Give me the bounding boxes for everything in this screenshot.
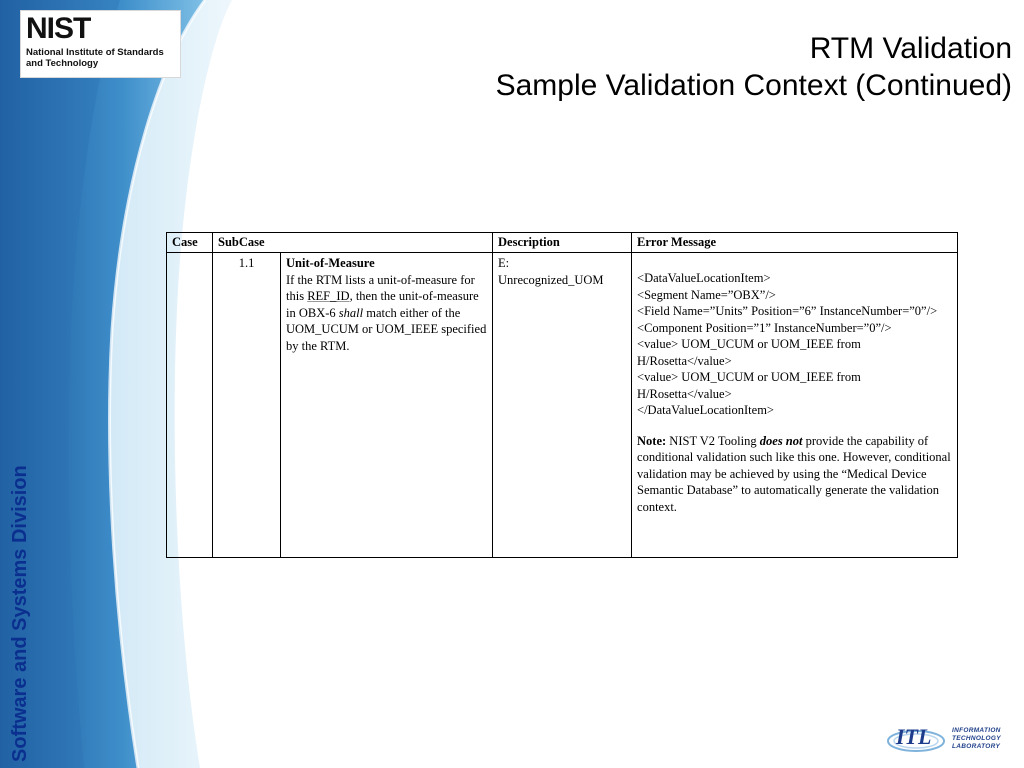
error-code-prefix: E: xyxy=(498,256,510,270)
division-label: Software and Systems Division xyxy=(9,465,31,762)
itl-logo xyxy=(886,722,1016,758)
subcase-description: If the RTM lists a unit-of-measure for this REF_ID, then the unit-of-measure in OBX-6 shall match either of the UOM_UCUM or UOM_IEEE specified by the RTM. xyxy=(286,272,487,353)
nist-logo xyxy=(20,10,181,78)
error-line: <Component Position=”1” InstanceNumber=”0”/> xyxy=(637,320,892,335)
shall-term: shall xyxy=(338,305,364,320)
itl-logo-letters: ITL xyxy=(896,724,932,749)
subcase-number: 1.1 xyxy=(213,253,281,558)
slide-title-line2: Sample Validation Context (Continued) xyxy=(495,69,1012,102)
error-line: </DataValueLocationItem> xyxy=(637,403,774,417)
slide-title-line1: RTM Validation xyxy=(809,32,1012,65)
description-cell xyxy=(493,253,632,558)
error-line: <value> UOM_UCUM or UOM_IEEE from H/Rosetta</value> xyxy=(637,337,861,368)
note-emphasis: does not xyxy=(759,433,803,448)
table-row xyxy=(167,253,958,558)
slide-title xyxy=(372,30,1012,104)
error-line: <Field Name=”Units” Position=”6” InstanceNumber=”0”/> xyxy=(637,304,938,318)
subcase-description-cell xyxy=(281,253,493,558)
error-line: <DataValueLocationItem> xyxy=(637,271,771,285)
nist-logo-mark: NIST xyxy=(26,12,91,45)
subcase-title: Unit-of-Measure xyxy=(286,256,375,270)
header-error-message: Error Message xyxy=(632,233,958,253)
validation-table xyxy=(166,232,958,558)
header-case: Case xyxy=(167,233,213,253)
error-message-cell xyxy=(632,253,958,558)
itl-logo-text: INFORMATION TECHNOLOGY LABORATORY xyxy=(952,727,1001,750)
case-cell xyxy=(167,253,213,558)
error-line: <value> UOM_UCUM or UOM_IEEE from H/Rosetta</value> xyxy=(637,370,861,401)
note-label: Note: xyxy=(637,433,667,448)
tooling-note: Note: NIST V2 Tooling does not provide the capability of conditional validation such like this one. However, conditional validation may be achieved by using the “Medical Device Semantic Database” to automatically generate the validation context. xyxy=(637,433,951,514)
header-subcase: SubCase xyxy=(213,233,493,253)
table-header-row xyxy=(167,233,958,253)
error-code: Unrecognized_UOM xyxy=(498,272,604,287)
ref-id-term: REF_ID xyxy=(307,289,350,303)
error-line: <Segment Name=”OBX”/> xyxy=(637,287,776,302)
header-description: Description xyxy=(493,233,632,253)
nist-logo-name: National Institute of Standards and Technology xyxy=(26,47,164,69)
